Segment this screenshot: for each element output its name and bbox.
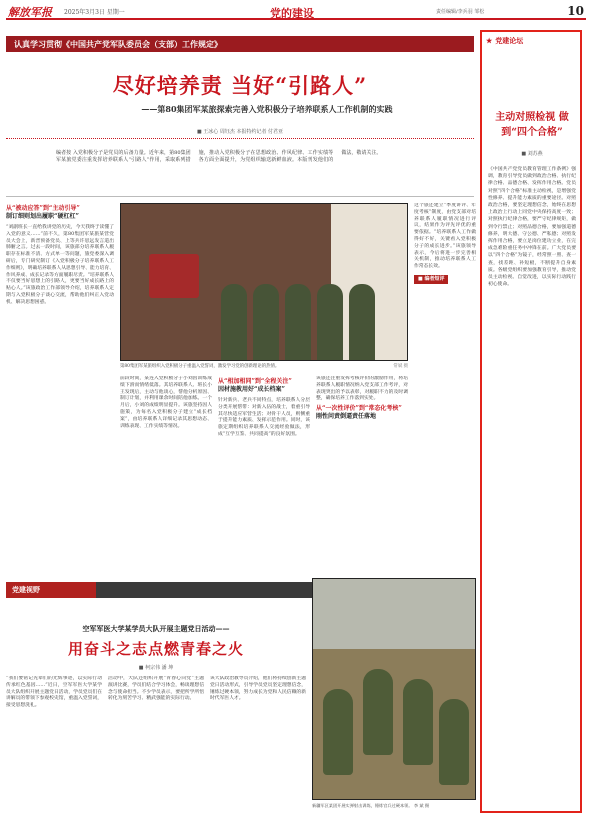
article-text: 该旅还注重发挥考核评价的激励作用，将培养联系人履职情况纳入党支部工作考评，对表现突出的予以表彰，对履职不力的及时调整，确保培养工作落到实处。	[316, 376, 408, 402]
subheading-title: 制订细则划出履职“硬杠杠”	[6, 213, 79, 220]
article-text: 这个旅还建立“季度讲评、年度考核”制度，由党支部对培养联系人履职情况进行评议，结果作为评先评优的重要依据。“培养联系人工作做得好不好，关键看入党积极分子的成长进步。”该旅领导表示，今后将进一步完善相关机制，推动培养联系人工作常态长效。	[414, 203, 476, 270]
soldier-figure	[323, 689, 353, 775]
bottom-column: 活动中，大队还组织开展“青春心向党”主题演讲比赛，学员们结合学习体会，畅谈理想信念与使命担当。不少学员表示，要把所学所悟转化为刻苦学习、精武强能的实际行动。	[108, 676, 204, 702]
forum-sidebar	[480, 30, 582, 813]
article-text: 前段时间，某连入党积极分子小刘因训练成绩下滑而情绪低落。其培养联系人、班长小王发现后，主动与他谈心，帮他分析原因、制订计划，并利用课余时间陪他加练。一个月后，小刘的成绩明显提升。该旅坚持因人施策，为每名入党积极分子建立“成长档案”，由培养联系人详细记录其思想动态、训练表现、工作实绩等情况。	[120, 376, 212, 429]
article-column	[218, 376, 310, 560]
editor-note: 编者按 入党积极分子是党员的后备力量。近年来，第80集团军某旅党委注重发挥培养联系人“引路人”作用，采取系列措施，推动入党积极分子在思想政治、作风纪律、工作实绩等各方面全面提升，为党组织输送新鲜血液。本版刊发他们的做法，敬请关注。	[56, 150, 382, 163]
article-text: 针对新兵、老兵不同特点，培养联系人分层分类开展帮带：对新入伍的战士，着重引导其尽快适应军营生活；对骨干人员，则侧重于提升能力素质、发挥示范作用。同时，该旅定期组织培养联系人交流经验做法，形成“互学互鉴、共同提高”的良好氛围。	[218, 398, 310, 437]
photo-sky	[313, 579, 476, 649]
subheading	[218, 378, 310, 394]
subheading-title: 刚性问责倒逼责任落地	[316, 413, 377, 421]
caption-text: 新疆军区某团开展实弹射击训练，锤炼官兵过硬本领。	[312, 803, 413, 808]
forum-text: 《中国共产党党员教育管理工作条例》强调，教育引导党员做到政治合格、执行纪律合格、品德合格、发挥作用合格。党员对照“四个合格”标准主动检视，是增强党性修养、提升能力素质的重要途径。对照政治合格，要坚定理想信念，始终在思想上政治上行动上同党中央保持高度一致；对照执行纪律合格，要严守纪律规矩，做到令行禁止；对照品德合格，要加强道德修养，明大德、守公德、严私德；对照发挥作用合格，要立足岗位建功立业，在完成急难险重任务中冲锋在前。广大党员要以“四个合格”为镜子，经常照一照、查一查，找差距、补短板，不断提升自身素质。各级党组织要加强教育引导，推动党员主动检视、自觉改进，以实际行动践行初心使命。	[488, 167, 576, 288]
subheading	[6, 205, 114, 221]
bottom-subtitle: 空军军医大学某学员大队开展主题党日活动——	[82, 624, 230, 633]
article-column	[414, 203, 476, 459]
star-icon: ★	[486, 36, 493, 45]
bottom-headline: 用奋斗之志点燃青春之火	[67, 640, 244, 658]
photo-caption	[120, 364, 408, 370]
soldier-figure	[349, 284, 375, 361]
soldier-figure	[439, 699, 469, 785]
issue-date: 2025年3月3日 星期一	[64, 9, 125, 16]
editors-line: 责任编辑/李兵羽 邹松	[436, 9, 485, 15]
editor-comment-tag: ■ 编者短评	[414, 275, 448, 284]
bottom-column: “我们要铭记先辈们的光辉事迹，以实际行动传承红色基因……”近日，空军军医大学某学员大队组织开展主题党日活动，学员党员们在讲解员的带领下参观校史馆，重温入党誓词，接受思想洗礼。	[6, 676, 102, 709]
article-column	[120, 376, 212, 560]
page-header	[6, 4, 586, 20]
subheading-title: 因材施教用好“成长档案”	[218, 386, 285, 393]
masthead-logo: 解放军报	[8, 6, 52, 19]
forum-label	[486, 36, 578, 50]
subheading-lead: 从“被动应答”到“主动引导”	[6, 205, 80, 212]
article-column	[316, 376, 408, 560]
soldier-figure	[253, 284, 279, 361]
party-ceremony-photo	[120, 203, 408, 361]
forum-title: 主动对照检视 做到“四个合格”	[495, 112, 569, 138]
divider	[6, 138, 474, 139]
photo-credit: 常斌 摄	[393, 364, 408, 369]
soldier-figure	[363, 669, 393, 755]
subheading-lead: 从“相加相同”到“全程关注”	[218, 378, 292, 385]
article-text: “刘副班长一直给我讲党的历史，今天我终于读懂了入党的意义……”前不久，第80集团军某旅某营党员大会上，新晋预备党员、上等兵许思远发言道出肺腑之言。过去一段时间，该旅部分培养联系人履职存在标准不清、方式单一等问题，旅党委深入调研后，专门研究制订《入党积极分子培养联系人工作细则》，明确培养联系人从思想引导、能力培育、作风养成、成长记录等方面履职尽责。“培养联系人不仅要当好思想上的引路人，更要当好成长路上的贴心人。”该旅政治工作部领导介绍，培养联系人定期与入党积极分子谈心交流，帮助他们纠正入党动机、解决思想困惑。	[6, 225, 114, 305]
main-headline: 尽好培养责 当好“引路人”	[112, 73, 368, 98]
page-number: 10	[567, 4, 584, 18]
caption-text: 第80集团军某旅组织入党积极分子重温入党誓词，激发学习党的创新理论的热情。	[120, 364, 280, 369]
soldier-figure	[285, 284, 311, 361]
topic-banner: 认真学习贯彻《中国共产党军队委员会（支部）工作规定》	[6, 36, 474, 52]
soldier-figure	[317, 284, 343, 361]
party-flag-icon	[149, 254, 199, 298]
subheading-lead: 从“一次性评价”到“常态化考核”	[316, 405, 402, 413]
bottom-column: 该大队政治教导员介绍，他们将持续创新主题党日活动形式，引导学员党员坚定理想信念，锤炼过硬本领，努力成长为党和人民信赖的新时代军医人才。	[210, 676, 306, 702]
soldiers-training-photo	[312, 578, 476, 800]
main-byline: ■ 王冰心 周钰杰 本报特约记者 付君亚	[196, 129, 284, 135]
photo-credit: 李 斌 摄	[413, 803, 430, 808]
subheading	[316, 405, 408, 421]
article-column	[6, 203, 114, 563]
forum-author: ■ 刘苏燕	[521, 151, 543, 157]
soldier-figure	[221, 284, 247, 361]
photo-caption	[312, 803, 476, 808]
bottom-byline: ■ 柯宗伟 潘 坤	[138, 665, 174, 671]
forum-label-text: 党建论坛	[495, 36, 524, 45]
soldier-figure	[403, 679, 433, 765]
main-subhead: ——第80集团军某旅探索完善入党积极分子培养联系人工作机制的实践	[141, 104, 393, 114]
divider	[6, 196, 474, 197]
section-title: 党的建设	[270, 7, 314, 20]
vision-label: 党建视野	[6, 582, 96, 598]
